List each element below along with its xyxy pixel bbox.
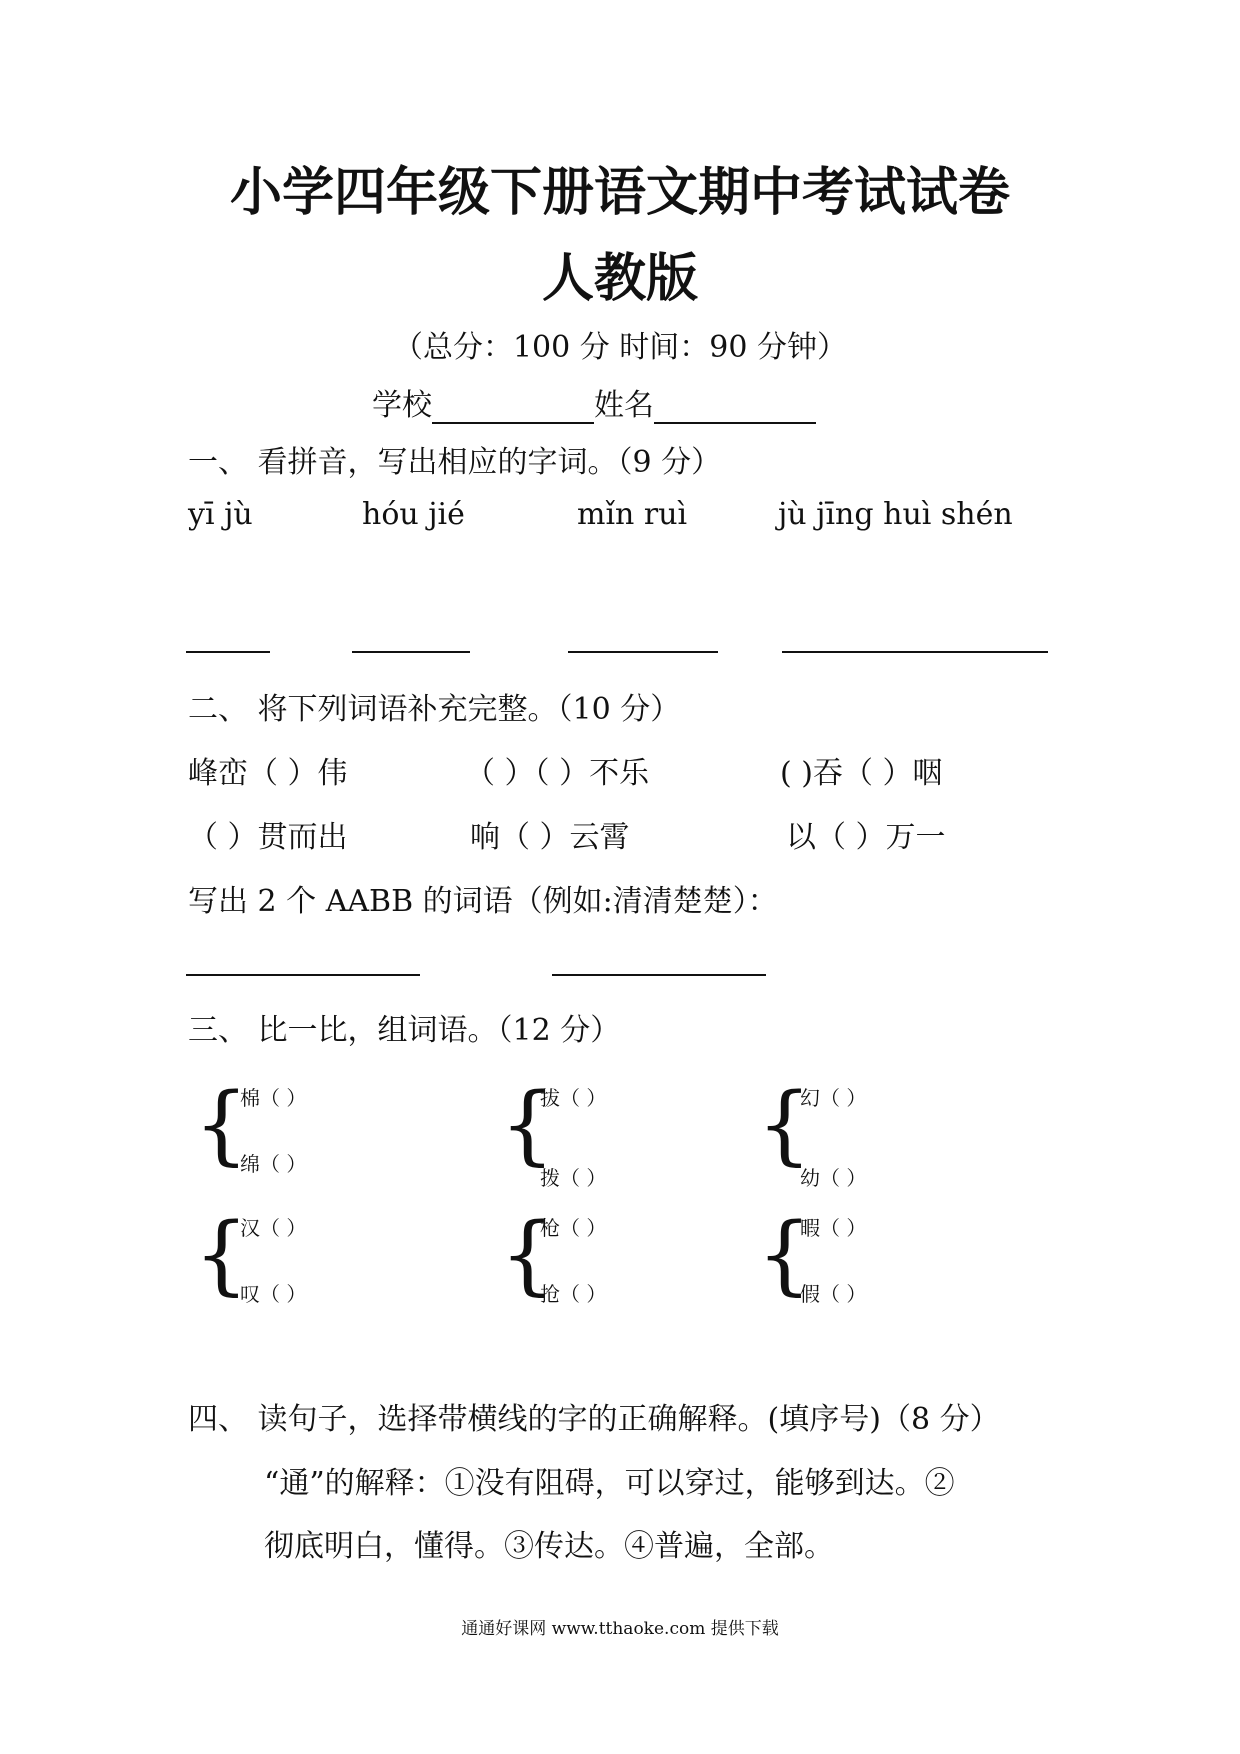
compare-word: 汉（ ）	[240, 1216, 307, 1240]
answer-line[interactable]	[552, 974, 766, 976]
pinyin-item: yī jù	[188, 497, 253, 532]
section-1-heading: 一、 看拼音，写出相应的字词。（9 分）	[188, 445, 722, 480]
answer-line[interactable]	[352, 651, 470, 653]
answer-line[interactable]	[186, 651, 270, 653]
section-2-heading: 二、 将下列词语补充完整。（10 分）	[188, 692, 681, 727]
left-brace-icon: {	[500, 1075, 555, 1175]
compare-word: 枪（ ）	[540, 1216, 607, 1240]
aabb-prompt: 写出 2 个 AABB 的词语（例如:清清楚楚）：	[188, 884, 778, 919]
definition-line: 彻底明白，懂得。③传达。④普遍，全部。	[264, 1529, 834, 1564]
answer-line[interactable]	[568, 651, 718, 653]
section-4-heading: 四、 读句子，选择带横线的字的正确解释。(填序号)（8 分）	[188, 1402, 1000, 1437]
pinyin-item: hóu jié	[362, 497, 465, 532]
page-title: 小学四年级下册语文期中考试试卷	[229, 163, 1010, 223]
compare-word: 假（ ）	[800, 1282, 867, 1306]
idiom-item: （ ）贯而出	[188, 820, 348, 855]
answer-line[interactable]	[782, 651, 1048, 653]
name-blank[interactable]	[654, 394, 816, 424]
school-label: 学校	[372, 388, 432, 423]
idiom-item: 峰峦（ ）伟	[188, 756, 348, 791]
pinyin-item: jù jīng huì shén	[778, 497, 1013, 532]
school-blank[interactable]	[432, 394, 594, 424]
answer-line[interactable]	[186, 974, 420, 976]
left-brace-icon: {	[500, 1205, 555, 1305]
compare-word: 幼（ ）	[800, 1166, 867, 1190]
idiom-item: ( )吞（ ）咽	[780, 756, 943, 791]
pinyin-item: mǐn ruì	[577, 497, 688, 532]
left-brace-icon: {	[757, 1075, 812, 1175]
score-time-info: （总分：100 分 时间：90 分钟）	[392, 330, 848, 365]
compare-word: 拨（ ）	[540, 1166, 607, 1190]
compare-word: 棉（ ）	[240, 1086, 307, 1110]
left-brace-icon: {	[194, 1205, 249, 1305]
compare-word: 抢（ ）	[540, 1282, 607, 1306]
compare-word: 绵（ ）	[240, 1152, 307, 1176]
compare-word: 暇（ ）	[800, 1216, 867, 1240]
left-brace-icon: {	[194, 1075, 249, 1175]
section-3-heading: 三、 比一比，组词语。（12 分）	[188, 1013, 621, 1048]
idiom-item: （ ）（ ）不乐	[465, 756, 650, 791]
idiom-item: 以（ ）万一	[786, 820, 946, 855]
footer-credit: 通通好课网 www.tthaoke.com 提供下载	[461, 1619, 779, 1639]
compare-word: 幻（ ）	[800, 1086, 867, 1110]
compare-word: 拔（ ）	[540, 1086, 607, 1110]
student-info-row	[372, 380, 816, 424]
left-brace-icon: {	[757, 1205, 812, 1305]
page-subtitle: 人教版	[541, 249, 698, 309]
idiom-item: 响（ ）云霄	[470, 820, 630, 855]
compare-word: 叹（ ）	[240, 1282, 307, 1306]
definition-line: “通”的解释：①没有阻碍，可以穿过，能够到达。②	[264, 1466, 955, 1501]
name-label: 姓名	[594, 388, 654, 423]
